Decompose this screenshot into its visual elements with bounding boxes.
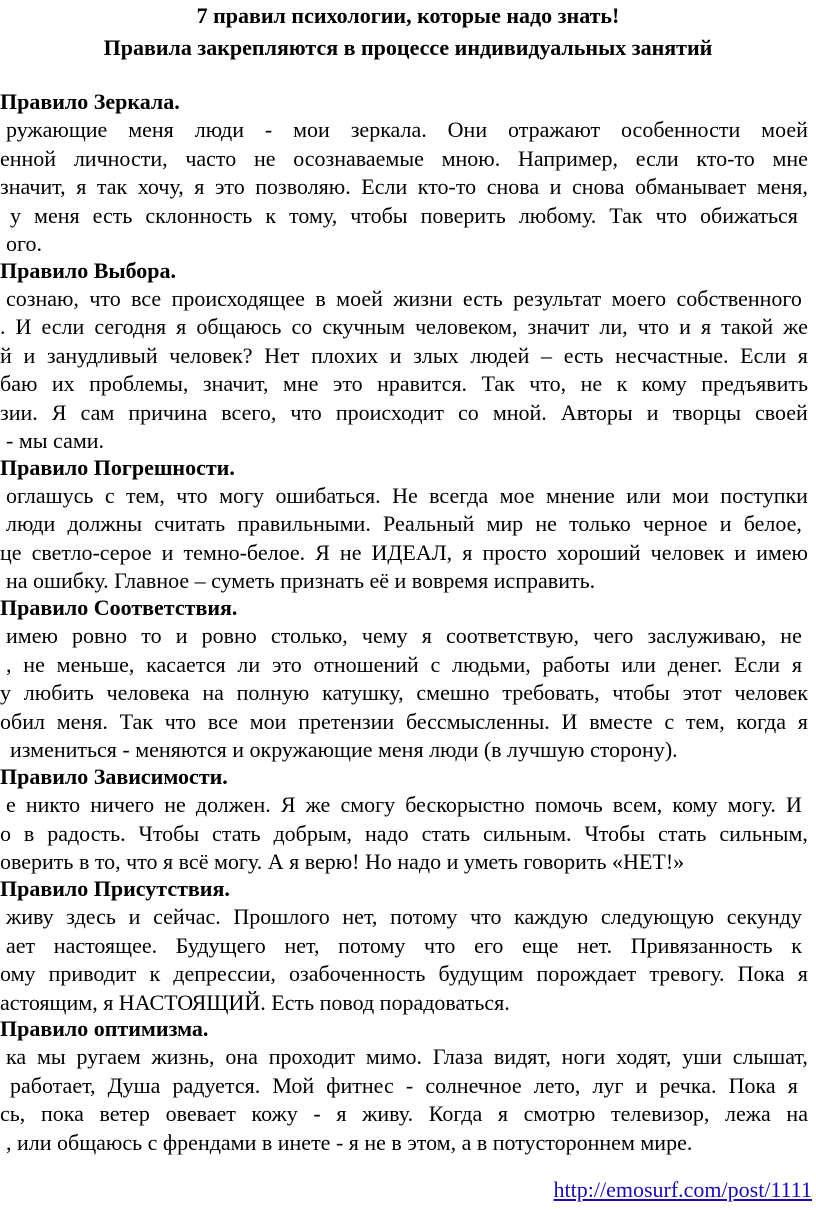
rule-text-line: ому приводит к депрессии, озабоченность будущим порождает тревогу. Пока я — [0, 961, 808, 986]
rule-text-line: баю их проблемы, значит, мне это нравится. Так что, не к кому предъявить — [0, 371, 808, 396]
rule-text-line: сознаю, что все происходящее в моей жизни есть результат моего собственного — [6, 286, 802, 311]
rule-text-line: ого. — [6, 231, 42, 256]
rule-text-line: на ошибку. Главное – суметь признать её и вовремя исправить. — [6, 568, 596, 593]
rule-text-line: й и занудливый человек? Нет плохих и злых людей – есть несчастные. Если я — [0, 343, 808, 368]
rule-text-line: у меня есть склонность к тому, чтобы поверить любому. Так что обижаться — [10, 203, 798, 228]
rule-text-line: астоящим, я НАСТОЯЩИЙ. Есть повод порадоваться. — [0, 990, 510, 1015]
rule-text-line: . И если сегодня я общаюсь со скучным человеком, значит ли, что и я такой же — [0, 314, 808, 339]
rule-heading: Правило Присутствия. — [0, 876, 230, 901]
rule-text-line: живу здесь и сейчас. Прошлого нет, потому что каждую следующую секунду — [6, 904, 802, 929]
rule-text-line: ает настоящее. Будущего нет, потому что его еще нет. Привязанность к — [6, 933, 802, 958]
rule-heading: Правило Зависимости. — [0, 764, 228, 789]
rule-text-line: - мы сами. — [6, 428, 105, 453]
document-title: 7 правил психологии, которые надо знать! — [196, 3, 620, 28]
source-link[interactable]: http://emosurf.com/post/1111 — [553, 1177, 812, 1202]
rule-text-line: це светло-серое и темно-белое. Я не ИДЕАЛ, я просто хороший человек и имею — [0, 540, 808, 565]
document-subtitle: Правила закрепляются в процессе индивидуальных занятий — [103, 35, 713, 60]
rule-text-line: енной личности, часто не осознаваемые мною. Например, если кто-то мне — [0, 146, 808, 171]
rule-text-line: имею ровно то и ровно столько, чему я соответствую, чего заслуживаю, не — [6, 623, 802, 648]
rule-heading: Правило Зеркала. — [0, 89, 180, 114]
rule-text-line: оглашусь с тем, что могу ошибаться. Не всегда мое мнение или мои поступки — [6, 483, 808, 508]
rule-text-line: , не меньше, касается ли это отношений с людьми, работы или денег. Если я — [6, 652, 802, 677]
rule-text-line: работает, Душа радуется. Мой фитнес - солнечное лето, луг и речка. Пока я — [10, 1073, 798, 1098]
rule-text-line: измениться - меняются и окружающие меня люди (в лучшую сторону). — [10, 737, 678, 762]
rule-text-line: значит, я так хочу, я это позволяю. Если кто-то снова и снова обманывает меня, — [0, 174, 808, 199]
rule-text-line: оверить в то, что я всё могу. А я верю! Но надо и уметь говорить «НЕТ!» — [0, 849, 685, 874]
rule-text-line: обил меня. Так что все мои претензии бессмысленны. И вместе с тем, когда я — [0, 709, 808, 734]
rule-text-line: люди должны считать правильными. Реальный мир не только черное и белое, — [6, 511, 802, 536]
rule-text-line: сь, пока ветер овевает кожу - я живу. Когда я смотрю телевизор, лежа на — [0, 1101, 808, 1126]
rule-heading: Правило Выбора. — [0, 258, 177, 283]
rule-text-line: о в радость. Чтобы стать добрым, надо стать сильным. Чтобы стать сильным, — [0, 821, 808, 846]
rule-heading: Правило Соответствия. — [0, 595, 238, 620]
rule-text-line: ружающие меня люди - мои зеркала. Они отражают особенности моей — [6, 117, 808, 142]
rule-heading: Правило оптимизма. — [0, 1016, 209, 1041]
rule-text-line: зии. Я сам причина всего, что происходит со мной. Авторы и творцы своей — [0, 400, 808, 425]
rule-text-line: , или общаюсь с френдами в инете - я не в этом, а в потустороннем мире. — [6, 1130, 693, 1155]
rule-text-line: ка мы ругаем жизнь, она проходит мимо. Глаза видят, ноги ходят, уши слышат, — [6, 1044, 808, 1069]
rule-text-line: у любить человека на полную катушку, смешно требовать, чтобы этот человек — [0, 680, 808, 705]
rule-text-line: е никто ничего не должен. Я же смогу бескорыстно помочь всем, кому могу. И — [6, 792, 802, 817]
rule-heading: Правило Погрешности. — [0, 455, 235, 480]
